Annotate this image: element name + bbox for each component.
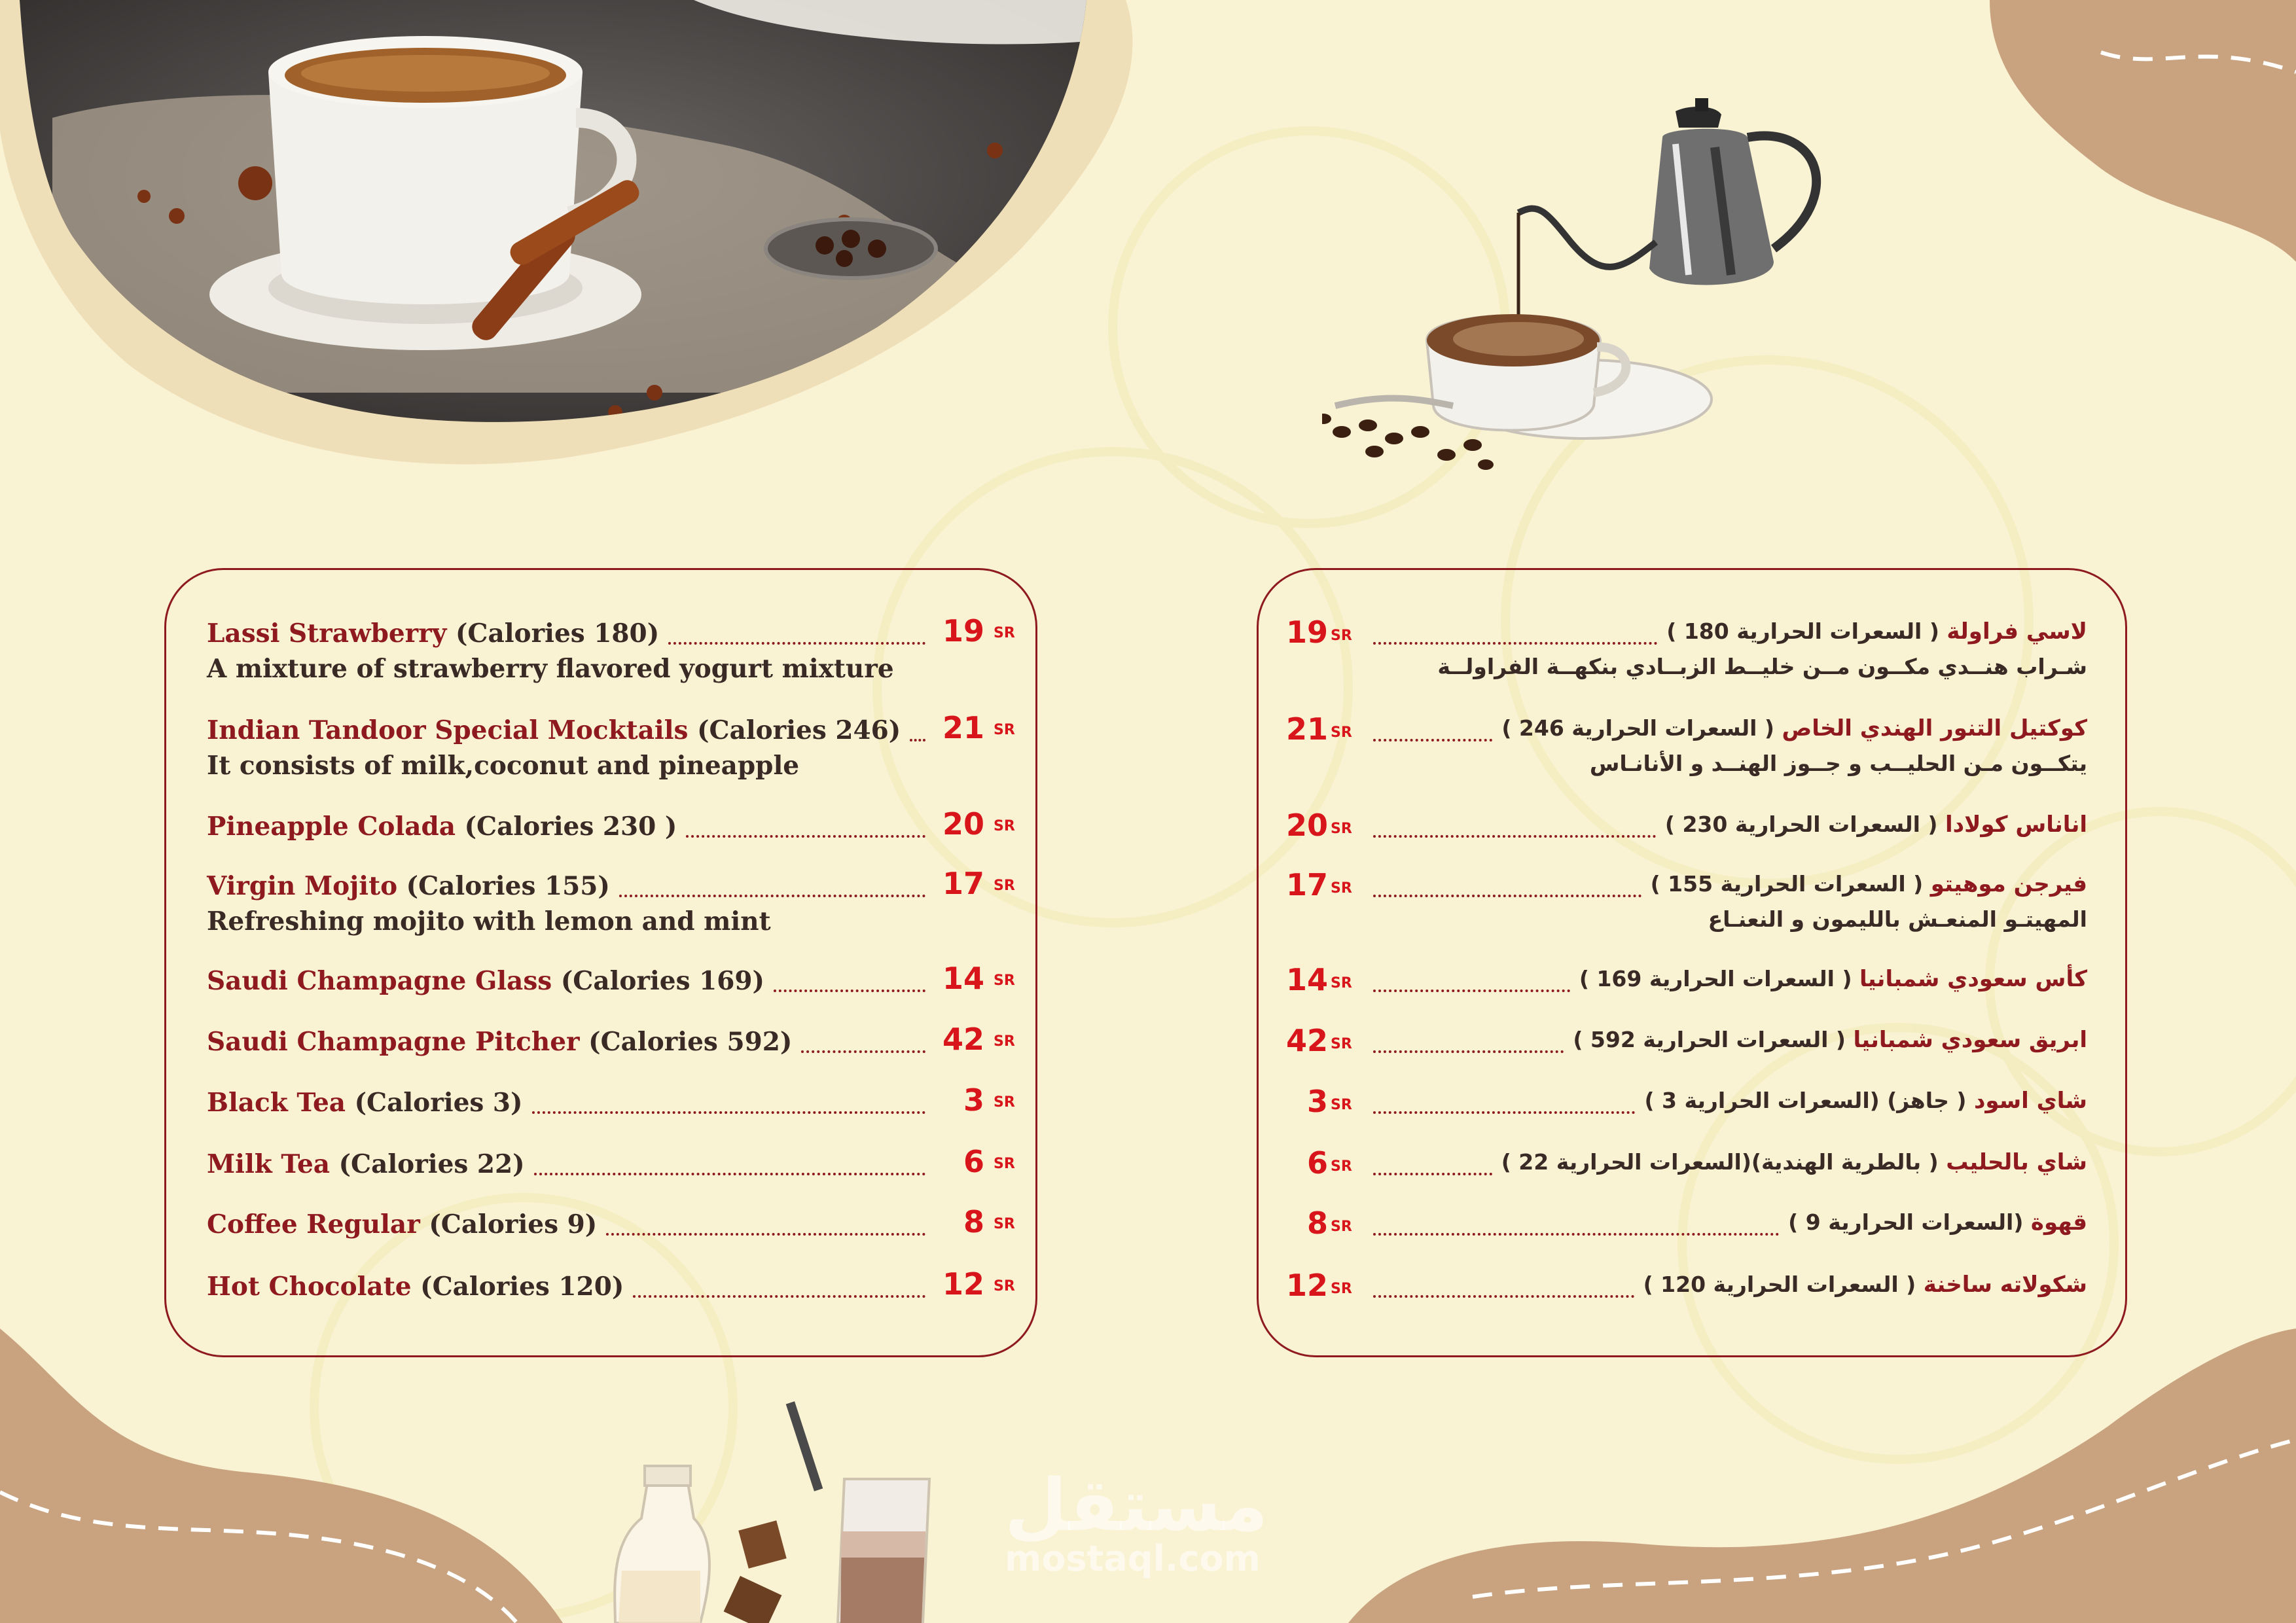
menu-item-title — [1501, 1149, 2087, 1175]
menu-item-title — [207, 812, 677, 842]
menu-item-ar — [1259, 1145, 2125, 1188]
currency-label: SR — [994, 625, 1015, 641]
menu-item-calories: (Calories 180) — [446, 618, 660, 649]
menu-item-ar — [1259, 808, 2125, 851]
chai-tea-photo — [0, 0, 1113, 445]
dot-leader — [910, 739, 925, 741]
menu-item-title — [1666, 618, 2087, 645]
currency-label: SR — [994, 1216, 1015, 1232]
currency-label: SR — [1331, 821, 1352, 837]
menu-item-name: Hot Chocolate — [207, 1272, 412, 1302]
currency-label: SR — [1331, 628, 1352, 644]
dot-leader — [534, 1173, 925, 1175]
menu-item-name: Saudi Champagne Pitcher — [207, 1027, 580, 1057]
menu-item-price: 6 — [1306, 1145, 1328, 1181]
menu-item-name: Coffee Regular — [207, 1209, 420, 1240]
menu-item-en — [166, 806, 1035, 851]
menu-item-name: اناناس كولادا — [1945, 812, 2087, 838]
currency-label: SR — [1331, 1158, 1352, 1175]
menu-item-price: 19 — [1285, 615, 1328, 650]
dot-leader — [1373, 895, 1641, 897]
currency-label: SR — [1331, 1281, 1352, 1297]
menu-item-price: 14 — [1285, 962, 1328, 997]
menu-item-title — [207, 1088, 523, 1118]
menu-item-name: Indian Tandoor Special Mocktails — [207, 715, 689, 745]
dot-leader — [1373, 642, 1657, 645]
menu-item-ar — [1259, 1023, 2125, 1066]
menu-item-name: Milk Tea — [207, 1149, 331, 1179]
menu-item-ar — [1259, 1205, 2125, 1249]
menu-item-name: شاي اسود — [1973, 1088, 2087, 1114]
menu-item-calories: (Calories 155) — [397, 871, 610, 901]
menu-item-calories: (Calories 592) — [579, 1027, 793, 1057]
menu-item-price: 42 — [1285, 1023, 1328, 1058]
menu-item-title — [1501, 715, 2087, 741]
currency-label: SR — [1331, 1036, 1352, 1052]
dot-leader — [619, 895, 925, 897]
watermark-url: mostaql.com — [1005, 1538, 1261, 1579]
menu-item-ar — [1259, 1268, 2125, 1311]
menu-item-name: Saudi Champagne Glass — [207, 966, 552, 996]
kettle-pouring-coffee-illustration — [1322, 98, 1898, 484]
menu-item-calories: (Calories 9) — [420, 1209, 598, 1240]
dot-leader — [532, 1111, 925, 1114]
menu-item-calories: (Calories 22) — [330, 1149, 525, 1179]
menu-item-price: 42 — [942, 1022, 984, 1057]
menu-item-ar — [1259, 962, 2125, 1005]
menu-item-name: Lassi Strawberry — [207, 618, 447, 649]
dot-leader — [1373, 1173, 1492, 1175]
menu-item-calories: (السعرات الحرارية 9 ) — [1788, 1209, 2031, 1235]
arabic-menu-panel — [1257, 568, 2127, 1357]
menu-item-title — [1788, 1209, 2087, 1236]
menu-item-ar — [1259, 711, 2125, 776]
menu-item-en — [166, 1082, 1035, 1127]
menu-item-price: 20 — [1285, 808, 1328, 843]
menu-item-calories: ( بالطرية الهندية)(السعرات الحرارية 22 ) — [1501, 1149, 1946, 1175]
menu-item-description: شـراب هنــدي مكــون مــن خليــط الزبــادي بنكهــة الفراولــة — [1437, 654, 2087, 679]
menu-item-calories: ( السعرات الحرارية 180 ) — [1666, 618, 1947, 644]
menu-item-title — [1573, 1027, 2087, 1053]
menu-item-title — [207, 1272, 624, 1302]
menu-item-ar — [1259, 1084, 2125, 1127]
menu-item-calories: ( السعرات الحرارية 169 ) — [1579, 966, 1860, 991]
menu-item-calories: ( السعرات الحرارية 120 ) — [1643, 1272, 1924, 1297]
menu-item-price: 17 — [1285, 867, 1328, 902]
menu-item-price: 21 — [942, 710, 984, 745]
menu-item-title — [1644, 1088, 2087, 1114]
menu-item-name: فيرجن موهيتو — [1930, 871, 2087, 897]
dot-leader — [1373, 1233, 1779, 1236]
menu-item-title — [207, 715, 901, 745]
menu-item-description: يتكــون مـن الحليــب و جــوز الهنــد و الأنانـاس — [1589, 751, 2087, 776]
currency-label: SR — [994, 972, 1015, 989]
menu-item-name: قهوة — [2030, 1209, 2087, 1236]
dot-leader — [668, 642, 925, 645]
menu-item-price: 20 — [942, 806, 984, 842]
menu-item-calories: (Calories 230 ) — [456, 812, 677, 842]
menu-item-price: 17 — [942, 866, 984, 901]
currency-label: SR — [994, 818, 1015, 834]
menu-item-name: شاي بالحليب — [1946, 1149, 2087, 1175]
menu-item-title — [1579, 966, 2087, 992]
dot-leader — [1373, 1295, 1634, 1298]
menu-item-title — [207, 1209, 597, 1240]
menu-item-ar — [1259, 615, 2125, 679]
menu-item-name: شكولاته ساخنة — [1923, 1272, 2087, 1298]
menu-item-price: 3 — [1306, 1084, 1328, 1119]
currency-label: SR — [1331, 880, 1352, 897]
menu-item-calories: (Calories 120) — [411, 1272, 624, 1302]
menu-item-calories: (Calories 3) — [346, 1088, 523, 1118]
menu-item-description: المهيتـو المنعـش بالليمون و النعنـاع — [1708, 906, 2087, 932]
menu-item-title — [1651, 871, 2087, 897]
menu-item-en — [166, 1022, 1035, 1066]
menu-item-description: It consists of milk,coconut and pineapple — [207, 751, 800, 781]
currency-label: SR — [1331, 1219, 1352, 1235]
menu-item-title — [1643, 1272, 2087, 1298]
menu-item-name: Pineapple Colada — [207, 812, 456, 842]
menu-item-calories: ( السعرات الحرارية 246 ) — [1501, 715, 1782, 741]
menu-item-name: Virgin Mojito — [207, 871, 398, 901]
watermark-arabic: مستقل — [1005, 1463, 1268, 1547]
currency-label: SR — [994, 1156, 1015, 1172]
dot-leader — [1373, 739, 1492, 741]
currency-label: SR — [994, 722, 1015, 738]
menu-item-en — [166, 1144, 1035, 1188]
menu-item-price: 14 — [942, 961, 984, 996]
dot-leader — [801, 1050, 925, 1053]
menu-item-en — [166, 1266, 1035, 1311]
menu-item-description: Refreshing mojito with lemon and mint — [207, 906, 771, 936]
currency-label: SR — [1331, 975, 1352, 991]
currency-label: SR — [994, 1033, 1015, 1050]
menu-item-title — [207, 1149, 525, 1179]
menu-item-calories: ( السعرات الحرارية 592 ) — [1573, 1027, 1854, 1052]
menu-item-title — [207, 618, 659, 649]
currency-label: SR — [994, 1094, 1015, 1111]
dot-leader — [1373, 1050, 1564, 1053]
menu-item-title — [207, 1027, 792, 1057]
menu-item-price: 8 — [963, 1204, 984, 1240]
menu-item-calories: ( جاهز) (السعرات الحرارية 3 ) — [1644, 1088, 1974, 1113]
dot-leader — [1373, 1111, 1635, 1114]
menu-item-calories: (Calories 169) — [552, 966, 764, 996]
menu-item-name: لاسي فراولة — [1946, 618, 2087, 645]
dot-leader — [1373, 990, 1570, 992]
currency-label: SR — [1331, 1097, 1352, 1113]
menu-item-en — [166, 613, 1035, 684]
iced-drinks-illustration — [589, 1400, 956, 1623]
menu-item-name: Black Tea — [207, 1088, 346, 1118]
menu-item-price: 21 — [1285, 711, 1328, 747]
menu-item-ar — [1259, 867, 2125, 932]
menu-item-en — [166, 710, 1035, 781]
menu-item-calories: ( السعرات الحرارية 155 ) — [1650, 871, 1931, 897]
menu-item-description: A mixture of strawberry flavored yogurt mixture — [207, 654, 894, 684]
currency-label: SR — [994, 878, 1015, 894]
dot-leader — [606, 1233, 925, 1236]
dot-leader — [686, 835, 925, 838]
menu-item-title — [207, 871, 610, 901]
watermark — [1005, 1463, 1268, 1579]
currency-label: SR — [1331, 724, 1352, 741]
english-menu-panel — [164, 568, 1037, 1357]
dot-leader — [774, 990, 925, 992]
menu-item-en — [166, 866, 1035, 936]
menu-item-price: 6 — [963, 1144, 984, 1179]
menu-item-price: 3 — [963, 1082, 984, 1118]
menu-item-calories: ( السعرات الحرارية 230 ) — [1664, 812, 1946, 837]
menu-item-title — [1665, 812, 2087, 838]
menu-item-price: 12 — [1285, 1268, 1328, 1303]
menu-item-en — [166, 961, 1035, 1005]
menu-item-en — [166, 1204, 1035, 1249]
menu-item-name: كوكتيل التنور الهندي الخاص — [1782, 715, 2087, 741]
menu-item-calories: (Calories 246) — [688, 715, 901, 745]
dot-leader — [633, 1295, 925, 1298]
menu-item-name: ابريق سعودي شمبانيا — [1853, 1027, 2087, 1053]
menu-item-price: 12 — [942, 1266, 984, 1302]
menu-item-title — [207, 966, 764, 996]
dot-leader — [1373, 835, 1656, 838]
menu-item-name: كأس سعودي شمبانيا — [1859, 966, 2087, 992]
currency-label: SR — [994, 1278, 1015, 1294]
menu-item-price: 19 — [942, 613, 984, 649]
menu-item-price: 8 — [1306, 1205, 1328, 1241]
